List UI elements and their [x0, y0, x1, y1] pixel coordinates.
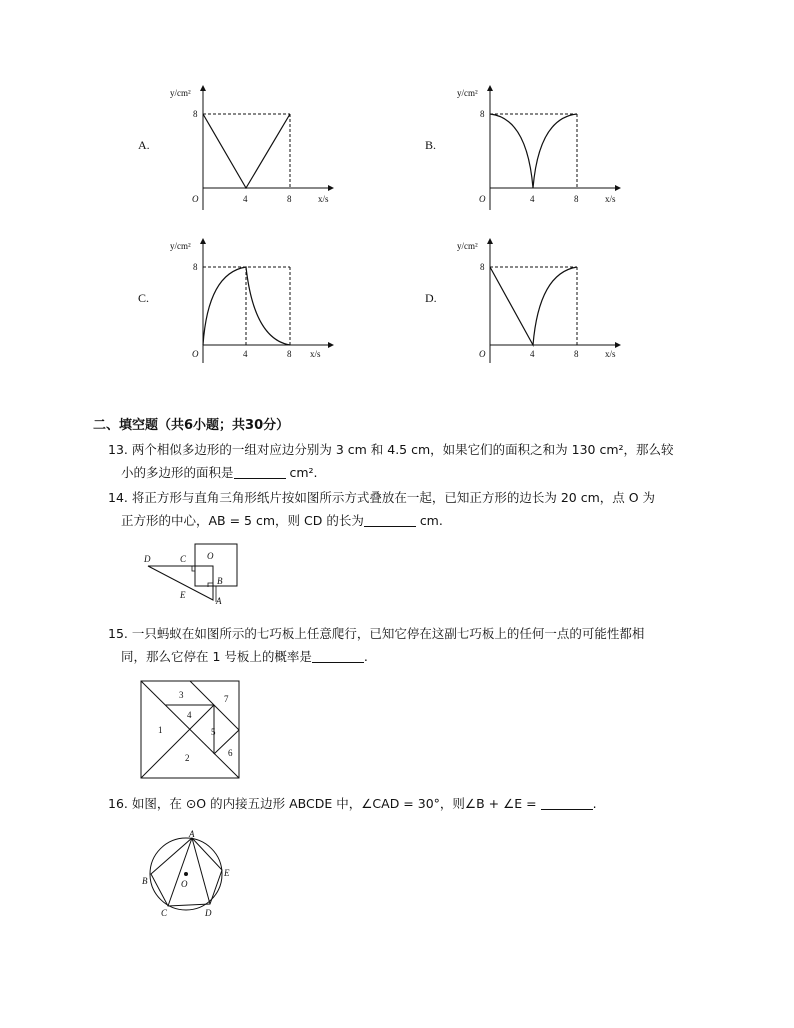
piece-4: 4 [187, 710, 192, 720]
y-axis-label: y/cm² [457, 88, 478, 98]
question-13 [108, 438, 748, 484]
question-14 [108, 486, 748, 532]
question-line [108, 509, 748, 532]
label-b: B [142, 876, 148, 886]
option-label: D. [425, 291, 437, 305]
question-text: 正方形的中心，AB = 5 cm，则 CD 的长为 [121, 513, 364, 528]
origin-label: O [479, 194, 486, 204]
question-line: 14. 将正方形与直角三角形纸片按如图所示方式叠放在一起，已知正方形的边长为 20 cm，点 O 为 [108, 490, 656, 505]
x-tick-8: 8 [287, 349, 292, 359]
label-d: D [144, 554, 151, 564]
label-o: O [207, 551, 214, 561]
tangram-figure [140, 680, 242, 780]
option-label: B. [425, 138, 437, 152]
answer-blank[interactable] [234, 464, 286, 479]
option-c [138, 239, 338, 369]
square-triangle-figure [140, 540, 250, 608]
question-text: cm. [419, 513, 443, 528]
graph-b [457, 86, 625, 211]
answer-blank[interactable] [312, 648, 364, 663]
question-text: 16. 如图，在 ⊙O 的内接五边形 ABCDE 中，∠CAD = 30°，则∠B + ∠E = [108, 796, 541, 811]
x-tick-8: 8 [574, 349, 579, 359]
question-text: . [592, 796, 597, 811]
piece-2: 2 [185, 753, 190, 763]
question-line: 15. 一只蚂蚁在如图所示的七巧板上任意爬行，已知它停在这副七巧板上的任何一点的可能性都相 [108, 626, 645, 641]
option-label: C. [138, 291, 150, 305]
piece-5: 5 [211, 727, 216, 737]
question-text: cm². [289, 465, 318, 480]
option-d [425, 239, 625, 369]
question-line [108, 645, 748, 668]
label-o: O [181, 879, 188, 889]
question-line [108, 792, 748, 815]
x-tick-4: 4 [530, 194, 535, 204]
y-tick: 8 [480, 109, 485, 119]
x-tick-4: 4 [243, 194, 248, 204]
piece-1: 1 [158, 725, 163, 735]
question-16 [108, 792, 748, 815]
label-b: B [217, 576, 223, 586]
section-title: 二、填空题（共6小题；共30分） [93, 418, 290, 433]
origin-label: O [479, 349, 486, 359]
answer-blank[interactable] [364, 512, 416, 527]
y-axis-label: y/cm² [457, 241, 478, 251]
question-15 [108, 622, 748, 668]
inscribed-pentagon-figure [140, 828, 240, 920]
x-tick-8: 8 [574, 194, 579, 204]
option-b [425, 86, 625, 216]
label-e: E [224, 868, 230, 878]
y-tick: 8 [193, 109, 198, 119]
option-a [138, 86, 338, 216]
label-d: D [205, 908, 212, 918]
x-tick-8: 8 [287, 194, 292, 204]
graph-c [170, 239, 338, 364]
label-a: A [189, 829, 195, 839]
graph-a [170, 86, 338, 211]
y-axis-label: y/cm² [170, 88, 191, 98]
graph-d [457, 239, 625, 364]
question-line: 13. 两个相似多边形的一组对应边分别为 3 cm 和 4.5 cm，如果它们的面积之和为 130 cm²，那么较 [108, 442, 674, 457]
question-text: . [363, 649, 368, 664]
x-axis-label: x/s [605, 194, 616, 204]
piece-6: 6 [228, 748, 233, 758]
piece-3: 3 [179, 690, 184, 700]
x-axis-label: x/s [318, 194, 329, 204]
x-axis-label: x/s [310, 349, 321, 359]
piece-7: 7 [224, 694, 229, 704]
label-c: C [161, 908, 168, 918]
question-text: 小的多边形的面积是 [121, 465, 234, 480]
y-tick: 8 [480, 262, 485, 272]
x-axis-label: x/s [605, 349, 616, 359]
y-axis-label: y/cm² [170, 241, 191, 251]
x-tick-4: 4 [530, 349, 535, 359]
y-tick: 8 [193, 262, 198, 272]
option-label: A. [138, 138, 150, 152]
question-text: 同，那么它停在 1 号板上的概率是 [121, 649, 312, 664]
x-tick-4: 4 [243, 349, 248, 359]
question-line [108, 461, 748, 484]
origin-label: O [192, 194, 199, 204]
label-e: E [180, 590, 186, 600]
origin-label: O [192, 349, 199, 359]
answer-blank[interactable] [541, 795, 593, 810]
label-c: C [180, 554, 187, 564]
label-a: A [216, 596, 222, 606]
